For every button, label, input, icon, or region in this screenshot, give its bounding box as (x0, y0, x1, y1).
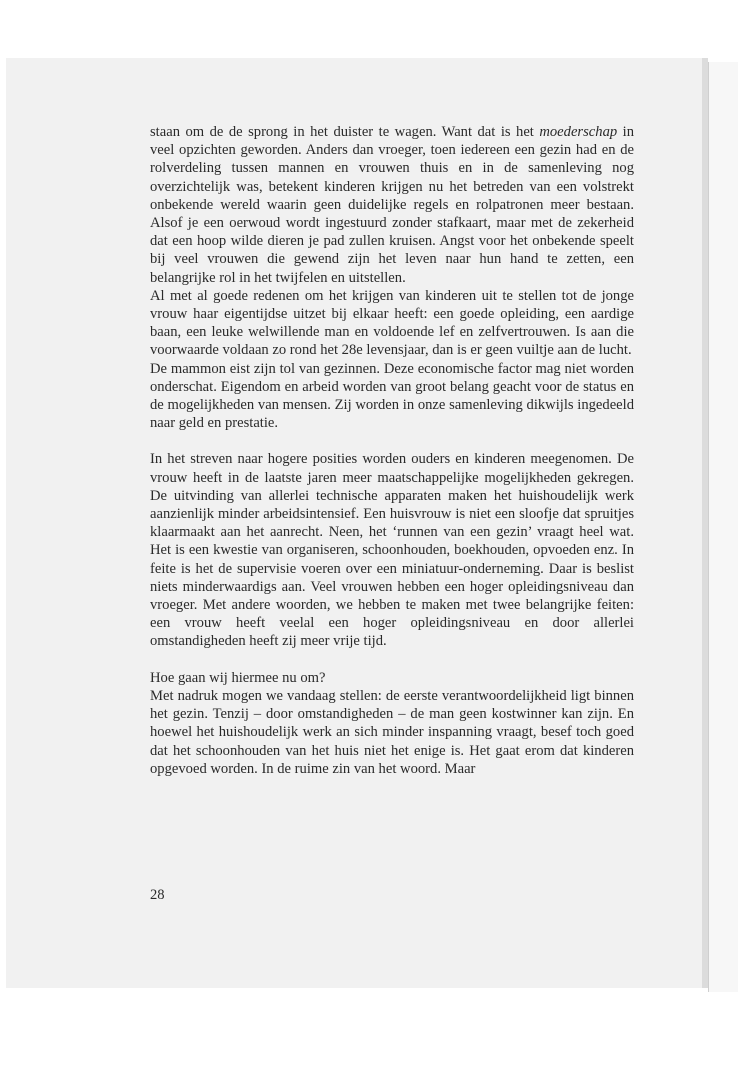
next-page-edge (708, 62, 738, 992)
paragraph-1 (150, 123, 634, 287)
paragraph-5: Hoe gaan wij hiermee nu om? (150, 669, 326, 686)
paragraph-2: Al met al goede redenen om het krijgen van kinderen uit te stellen tot de jonge vrouw haar eigentijdse uitzet bij elkaar heeft: een goede opleiding, een aardige baan, een leuke welwillende man en voldoende lef en zelfvertrouwen. Is aan die voorwaarde voldaan zo rond het 28e levensjaar, dan is er geen vuiltje aan de lucht. (150, 287, 634, 359)
paragraph-1-before: staan om de de sprong in het duister te wagen. Want dat is het (150, 124, 540, 140)
emphasis-moederschap: moederschap (539, 124, 618, 140)
paragraph-6: Met nadruk mogen we vandaag stellen: de eerste verantwoordelijkheid ligt binnen het gezin. Tenzij – door omstandigheden – de man geen kostwinner kan zijn. En hoewel het huishoudelijk werk an sich minder inspanning vraagt, besef toch goed dat het schoonhouden van het huis niet het enige is. Het gaat erom dat kinderen opgevoed worden. In de ruime zin van het woord. Maar (150, 687, 634, 777)
paragraph-3: De mammon eist zijn tol van gezinnen. Deze economische factor mag niet worden onderschat. Eigendom en arbeid worden van groot belang geacht voor de status en de mogelijkheden van mensen. Zij worden in onze samenleving dikwijls ingedeeld naar geld en prestatie. (150, 360, 634, 432)
paragraph-4: In het streven naar hogere posities worden ouders en kinderen meegenomen. De vrouw heeft in de laatste jaren meer maatschappelijke mogelijkheden gekregen. De uitvinding van allerlei technische apparaten maken het huishoudelijk werk aanzienlijk minder arbeidsintensief. Een huisvrouw is niet een sloofje dat spruitjes klaarmaakt aan het aanrecht. Neen, het ‘runnen van een gezin’ vraagt heel wat. Het is een kwestie van organiseren, schoonhouden, boekhouden, opvoeden enz. In feite is het de supervisie voeren over een miniatuur-onderneming. Daar is beslist niets minderwaardigs aan. Veel vrouwen hebben een hoger opleidingsniveau dan vroeger. Met andere woorden, we hebben te maken met twee belangrijke feiten: een vrouw heeft veelal een hoger opleidingsniveau en door allerlei omstandigheden heeft zij meer vrije tijd. (150, 451, 634, 650)
page-number: 28 (150, 887, 165, 903)
paragraph-1-after: in veel opzichten geworden. Anders dan vroeger, toen iedereen een gezin had en de rolverdeling tussen mannen en vrouwen thuis en in de samenleving nog overzichtelijk was, betekent kinderen krijgen nu het betreden van een volstrekt onbekende wereld waarin geen duidelijke regels en rolpatronen meer bestaan. Alsof je een oerwoud wordt ingestuurd zonder stafkaart, maar met de zekerheid dat een hoop wilde dieren je pad zullen kruisen. Angst voor het onbekende speelt bij veel vrouwen die gewend zijn het leven naar hun hand te zetten, een belangrijke rol in het twijfelen en uitstellen. (150, 124, 635, 286)
body-text (150, 123, 634, 778)
